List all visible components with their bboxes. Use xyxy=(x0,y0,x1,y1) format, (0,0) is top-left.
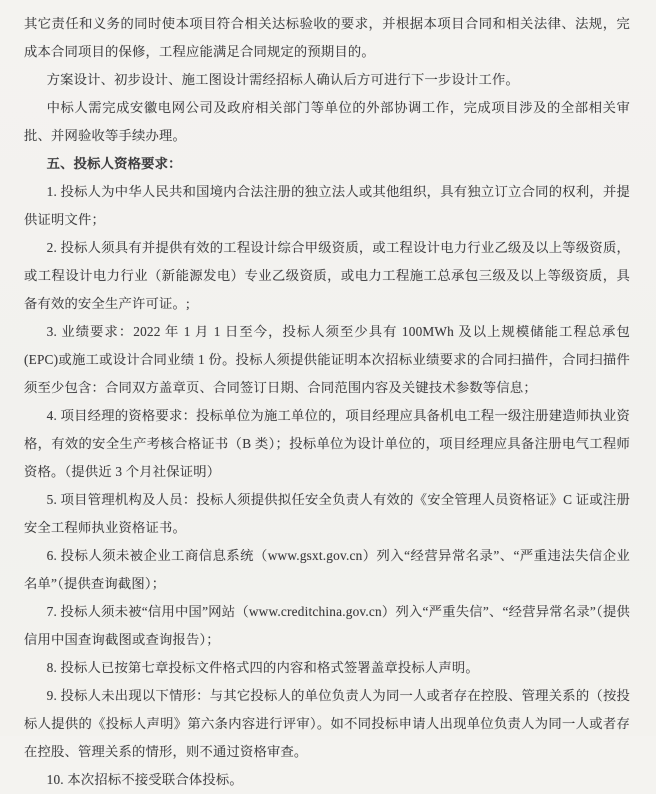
requirement-item-8: 8. 投标人已按第七章投标文件格式四的内容和格式签署盖章投标人声明。 xyxy=(46,660,479,675)
requirement-item-5: 5. 项目管理机构及人员：投标人须提供拟任安全负责人有效的《安全管理人员资格证》C 证或注册安全工程师执业资格证书。 xyxy=(24,492,630,535)
requirement-item-3: 3. 业绩要求：2022 年 1 月 1 日至今，投标人须至少具有 100MWh 及以上规模储能工程总承包(EPC)或施工或设计合同业绩 1 份。投标人须提供能证明本次招标业绩要求的合同扫描件，合同扫描件须至少包含：合同双方盖章页、合同签订日期、合同范围内容及关键技术参数等信息； xyxy=(24,324,630,395)
requirement-item-1: 1. 投标人为中华人民共和国境内合法注册的独立法人或其他组织，具有独立订立合同的权利，并提供证明文件； xyxy=(24,184,630,227)
requirement-item-9: 9. 投标人未出现以下情形：与其它投标人的单位负责人为同一人或者存在控股、管理关系的（按投标人提供的《投标人声明》第六条内容进行评审）。如不同投标申请人出现单位负责人为同一人或者存在控股、管理关系的情形，则不通过资格审查。 xyxy=(24,688,630,759)
requirement-item-6: 6. 投标人须未被企业工商信息系统（www.gsxt.gov.cn）列入“经营异常名录”、“严重违法失信企业名单”（提供查询截图）； xyxy=(24,548,630,591)
paragraph-obligation-continuation: 其它责任和义务的同时使本项目符合相关达标验收的要求，并根据本项目合同和相关法律、法规，完成本合同项目的保修，工程应能满足合同规定的预期目的。 xyxy=(24,16,630,59)
requirement-item-10: 10. 本次招标不接受联合体投标。 xyxy=(46,772,243,787)
requirement-item-7: 7. 投标人须未被“信用中国”网站（www.creditchina.gov.cn）列入“严重失信”、“经营异常名录”（提供信用中国查询截图或查询报告）； xyxy=(24,604,630,647)
requirement-item-4: 4. 项目经理的资格要求：投标单位为施工单位的，项目经理应具备机电工程一级注册建造师执业资格，有效的安全生产考核合格证书（B 类）；投标单位为设计单位的，项目经理应具备注册电气工程师资格。（提供近 3 个月社保证明） xyxy=(24,408,630,479)
paragraph-external-coordination: 中标人需完成安徽电网公司及政府相关部门等单位的外部协调工作，完成项目涉及的全部相关审批、并网验收等手续办理。 xyxy=(24,100,630,143)
paragraph-design-approval: 方案设计、初步设计、施工图设计需经招标人确认后方可进行下一步设计工作。 xyxy=(46,72,519,87)
requirement-item-2: 2. 投标人须具有并提供有效的工程设计综合甲级资质，或工程设计电力行业乙级及以上等级资质，或工程设计电力行业（新能源发电）专业乙级资质，或电力工程施工总承包三级及以上等级资质，具备有效的安全生产许可证。; xyxy=(24,240,630,311)
section-heading-bidder-qualifications: 五、投标人资格要求： xyxy=(46,156,182,171)
